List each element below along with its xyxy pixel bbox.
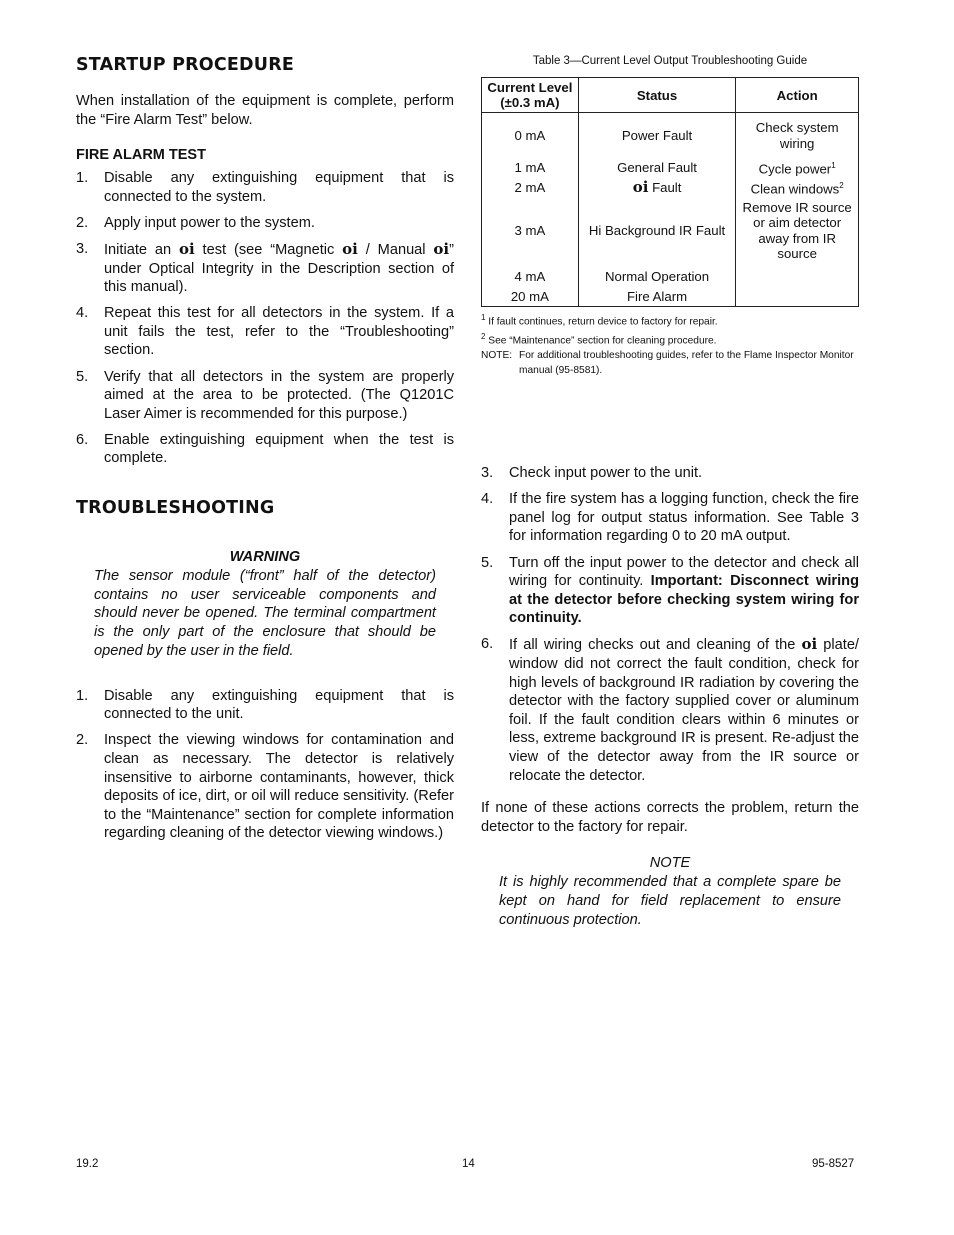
oi-symbol: oi — [178, 239, 195, 258]
footer-doc-number: 95-8527 — [812, 1158, 855, 1170]
table-caption: Table 3—Current Level Output Troubleshooting Guide — [532, 55, 808, 67]
list-item: 5. Turn off the input power to the detector and check all wiring for continuity. Important: Disconnect wiring at the detector before checking system wiring for continuity. — [481, 554, 859, 627]
oi-symbol: oi — [632, 178, 649, 197]
table-row: 0 mA Power Fault Check system wiring — [482, 113, 859, 152]
oi-symbol: oi — [801, 635, 818, 654]
closing-paragraph: If none of these actions corrects the problem, return the detector to the factory for repair. — [481, 800, 859, 835]
footnote: $^1$ If fault continues, return device to factory for repair. — [481, 313, 718, 328]
troubleshooting-steps — [76, 687, 454, 843]
list-item: 6. Enable extinguishing equipment when the test is complete. — [76, 431, 454, 467]
startup-intro: When installation of the equipment is complete, perform the “Fire Alarm Test” below. — [76, 93, 454, 128]
list-item: 6. If all wiring checks out and cleaning of the oi plate/ window did not correct the fault condition, check for high levels of background IR radiation by covering the detector with the factory supplied cover or aluminum foil. If the fault condition clears within 6 minutes or less, extreme background IR is present. Re-adjust the view of the detector away from the IR source or relocate the detector. — [481, 635, 859, 784]
footer-revision: 19.2 — [76, 1158, 99, 1170]
warning-text: The sensor module (“front” half of the detector) contains no user serviceable components and should never be opened. The terminal compartment is the only part of the enclosure that should be opened by the user in the field. — [94, 567, 436, 659]
list-item: 4. If the fire system has a logging function, check the fire panel log for output status information. See Table 3 for information regarding 0 to 20 mA output. — [481, 491, 859, 545]
troubleshooting-table — [481, 77, 859, 307]
table-row: 3 mA Hi Background IR Fault Remove IR source or aim detector away from IR source — [482, 199, 859, 263]
list-item: 3. Initiate an oi test (see “Magnetic oi / Manual oi” under Optical Integrity in the Description section of this manual). — [76, 239, 454, 296]
table-header-row — [482, 78, 859, 113]
note-box — [499, 854, 841, 930]
left-column — [76, 55, 454, 851]
oi-symbol: oi — [342, 239, 358, 258]
table-row: 1 mA General Fault Cycle power$^1$ — [482, 151, 859, 177]
header-current-level: Current Level (±0.3 mA) — [482, 78, 579, 113]
note-text: It is highly recommended that a complete spare be kept on hand for field replacement to ensure continuous protection. — [499, 874, 841, 929]
table-note: NOTE: For additional troubleshooting guides, refer to the Flame Inspector Monitor manual (95-8581). — [481, 350, 854, 376]
warning-box — [94, 548, 436, 661]
table-row: 20 mA Fire Alarm — [482, 287, 859, 307]
note-title: NOTE — [649, 855, 691, 872]
table-footnotes — [481, 311, 859, 378]
footnote: $^2$ See “Maintenance” section for cleaning procedure. — [481, 332, 717, 347]
list-item: 1. Disable any extinguishing equipment that is connected to the unit. — [76, 687, 454, 723]
list-item: 3. Check input power to the unit. — [481, 465, 703, 482]
page-number: 14 — [462, 1158, 475, 1170]
list-item: 1. Disable any extinguishing equipment that is connected to the system. — [76, 170, 454, 205]
table-row: 2 mA oi Fault Clean windows$^2$ — [482, 177, 859, 199]
list-item: 5. Verify that all detectors in the system are properly aimed at the area to be protected. (The Q1201C Laser Aimer is recommended for this purpose.) — [76, 368, 454, 422]
fire-alarm-test-heading: FIRE ALARM TEST — [76, 147, 206, 164]
startup-heading: STARTUP PROCEDURE — [76, 55, 295, 75]
list-item: 2. Apply input power to the system. — [76, 214, 315, 231]
list-item: 4. Repeat this test for all detectors in the system. If a unit fails the test, refer to the “Troubleshooting” section. — [76, 305, 454, 359]
troubleshooting-steps-continued — [481, 464, 859, 785]
oi-symbol: oi — [433, 239, 450, 258]
table-row: 4 mA Normal Operation — [482, 263, 859, 287]
header-status: Status — [578, 78, 736, 113]
header-action: Action — [736, 78, 859, 113]
fire-alarm-steps — [76, 169, 454, 468]
right-column — [481, 55, 859, 930]
troubleshooting-heading: TROUBLESHOOTING — [76, 498, 275, 518]
warning-title: WARNING — [229, 549, 301, 565]
list-item: 2. Inspect the viewing windows for contamination and clean as necessary. The detector is relatively insensitive to airborne contaminants, however, thick deposits of ice, dirt, or oil will reduce sensitivity. (Refer to the “Maintenance” section for complete information regarding cleaning of the detector viewing windows.) — [76, 732, 454, 842]
